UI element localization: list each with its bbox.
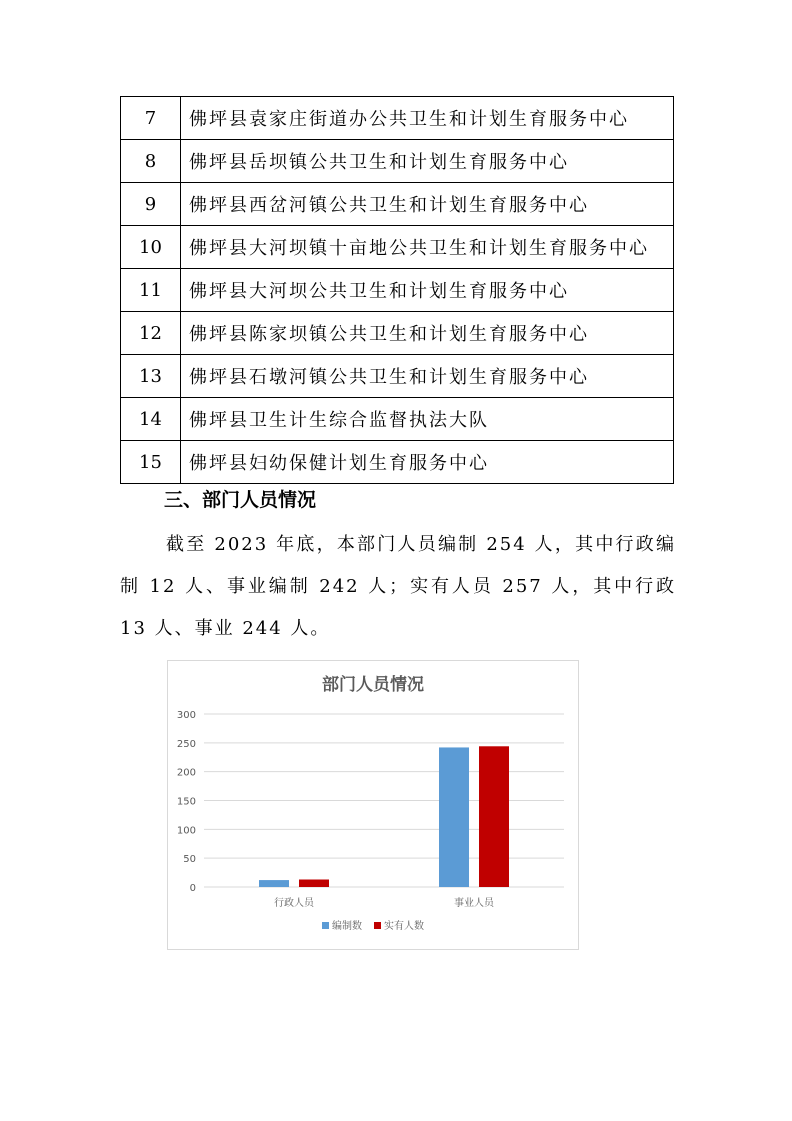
y-tick-label: 200 — [176, 767, 196, 779]
y-tick-label: 100 — [176, 825, 196, 837]
unit-name: 佛坪县西岔河镇公共卫生和计划生育服务中心 — [181, 183, 674, 226]
unit-table — [120, 96, 674, 484]
table-row — [121, 398, 674, 441]
legend-swatch — [374, 922, 381, 929]
table-row — [121, 140, 674, 183]
unit-name: 佛坪县袁家庄街道办公共卫生和计划生育服务中心 — [181, 97, 674, 140]
table-row — [121, 441, 674, 484]
row-number: 10 — [121, 226, 181, 269]
legend-label: 实有人数 — [384, 921, 424, 932]
legend-swatch — [322, 922, 329, 929]
unit-name: 佛坪县陈家坝镇公共卫生和计划生育服务中心 — [181, 312, 674, 355]
chart-title: 部门人员情况 — [322, 675, 424, 695]
row-number: 8 — [121, 140, 181, 183]
row-number: 9 — [121, 183, 181, 226]
legend-label: 编制数 — [332, 921, 362, 932]
staff-chart — [167, 660, 579, 950]
table-row — [121, 312, 674, 355]
staff-paragraph: 截至 2023 年底，本部门人员编制 254 人，其中行政编制 12 人、事业编制 242 人；实有人员 257 人，其中行政 13 人、事业 244 人。 — [120, 534, 676, 639]
table-row — [121, 226, 674, 269]
row-number: 12 — [121, 312, 181, 355]
x-tick-label: 事业人员 — [454, 898, 494, 909]
bar-actual — [479, 746, 509, 887]
row-number: 15 — [121, 441, 181, 484]
unit-name: 佛坪县妇幼保健计划生育服务中心 — [181, 441, 674, 484]
bar-quota — [259, 880, 289, 887]
x-tick-label: 行政人员 — [274, 898, 314, 909]
y-tick-label: 250 — [176, 738, 196, 750]
y-tick-label: 0 — [189, 883, 196, 894]
chart-svg — [168, 661, 578, 949]
unit-name: 佛坪县石墩河镇公共卫生和计划生育服务中心 — [181, 355, 674, 398]
bar-quota — [439, 747, 469, 887]
table-row — [121, 183, 674, 226]
y-tick-label: 300 — [176, 710, 196, 721]
bar-actual — [299, 880, 329, 887]
row-number: 14 — [121, 398, 181, 441]
row-number: 13 — [121, 355, 181, 398]
y-tick-label: 150 — [176, 796, 196, 808]
table-row — [121, 269, 674, 312]
unit-name: 佛坪县卫生计生综合监督执法大队 — [181, 398, 674, 441]
row-number: 7 — [121, 97, 181, 140]
unit-name: 佛坪县岳坝镇公共卫生和计划生育服务中心 — [181, 140, 674, 183]
row-number: 11 — [121, 269, 181, 312]
unit-name: 佛坪县大河坝镇十亩地公共卫生和计划生育服务中心 — [181, 226, 674, 269]
table-row — [121, 97, 674, 140]
y-tick-label: 50 — [183, 854, 196, 866]
table-row — [121, 355, 674, 398]
unit-name: 佛坪县大河坝公共卫生和计划生育服务中心 — [181, 269, 674, 312]
section-heading: 三、部门人员情况 — [164, 489, 317, 511]
